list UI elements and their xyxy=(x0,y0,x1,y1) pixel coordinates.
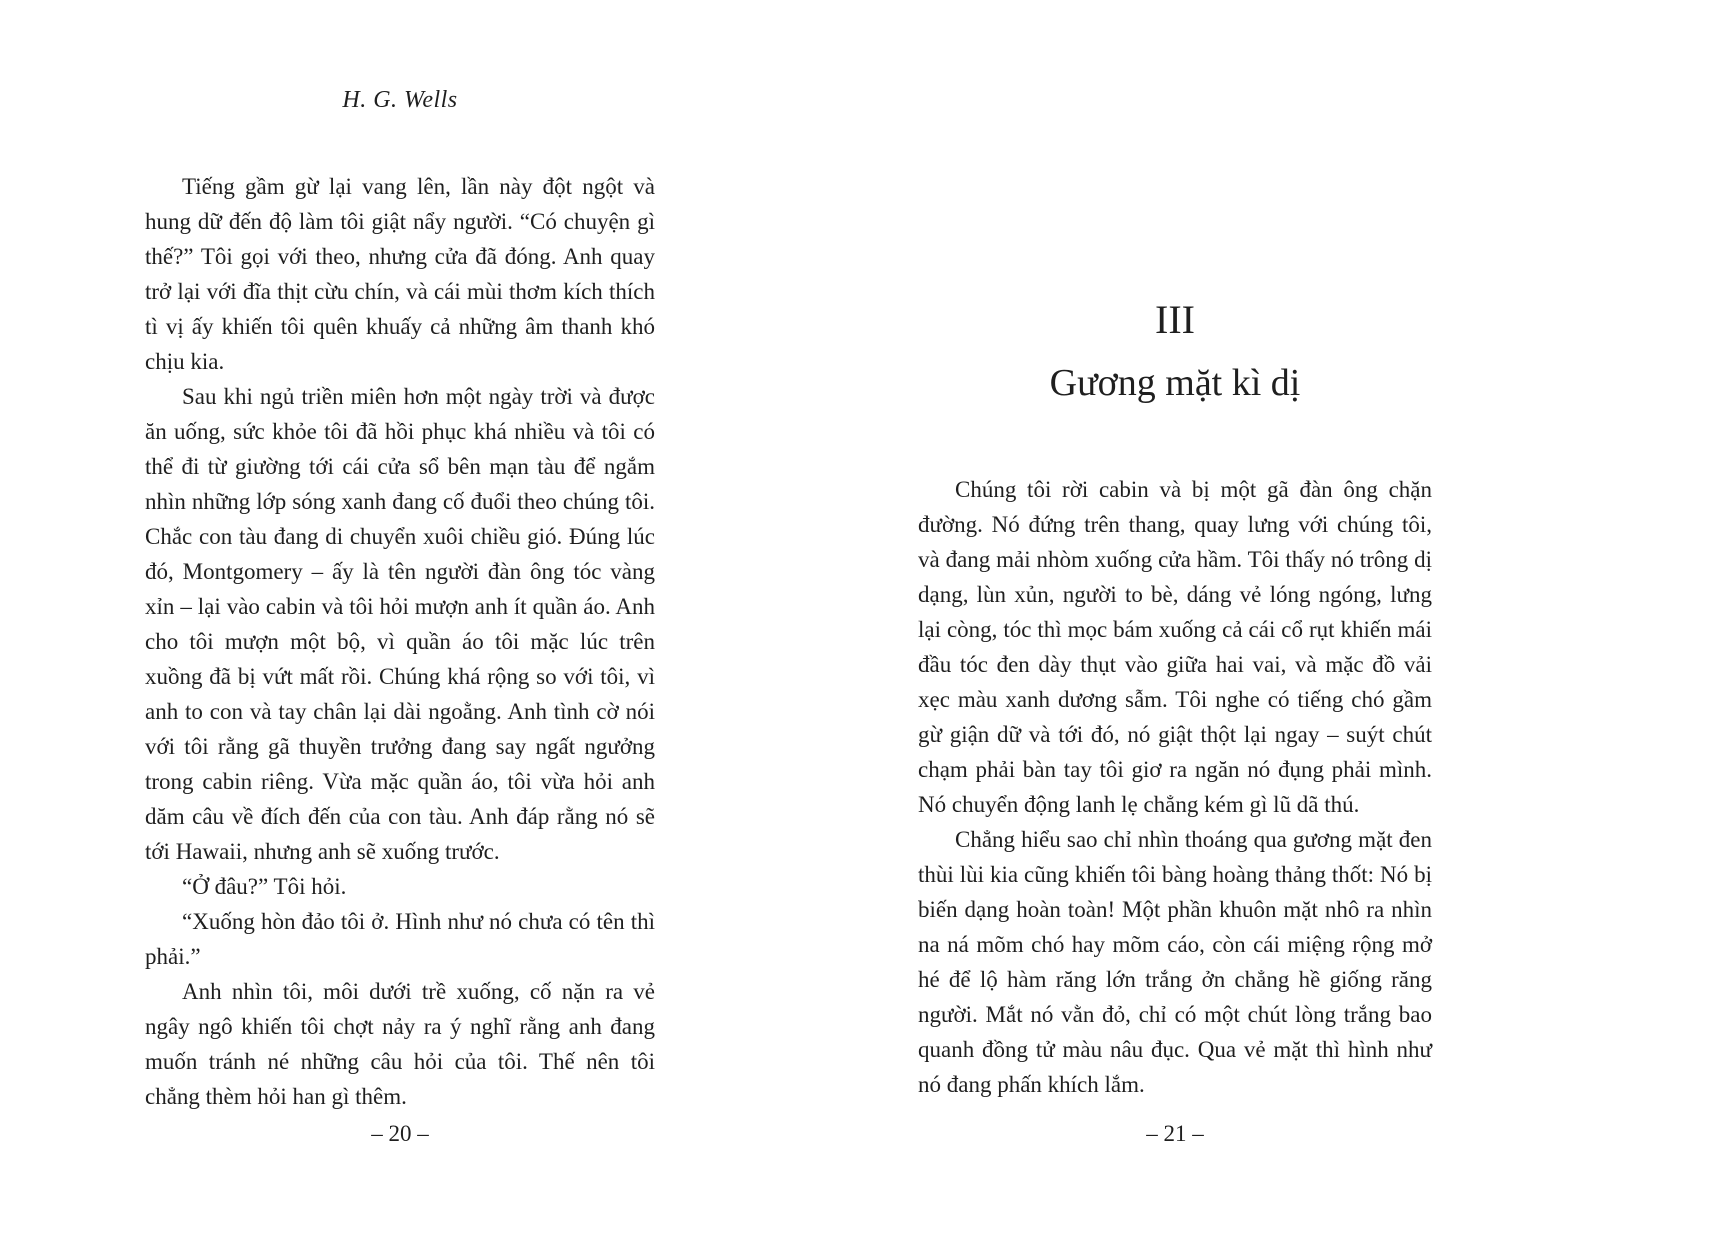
page-right xyxy=(918,0,1432,1234)
chapter-number: III xyxy=(1155,297,1195,342)
page-right-body xyxy=(918,472,1432,1102)
paragraph: Tiếng gầm gừ lại vang lên, lần này đột ngột và hung dữ đến độ làm tôi giật nẩy người. “Có chuyện gì thế?” Tôi gọi với theo, nhưng cửa đã đóng. Anh quay trở lại với đĩa thịt cừu chín, và cái mùi thơm kích thích tì vị ấy khiến tôi quên khuấy cả những âm thanh khó chịu kia. xyxy=(145,174,655,374)
page-left xyxy=(145,0,655,1234)
page-left-body xyxy=(145,169,655,1114)
paragraph: Chẳng hiểu sao chỉ nhìn thoáng qua gương mặt đen thùi lùi kia cũng khiến tôi bàng hoàng thảng thốt: Nó bị biến dạng hoàn toàn! Một phần khuôn mặt nhô ra nhìn na ná mõm chó hay mõm cáo, còn cái miệng rộng mở hé để lộ hàm răng lớn trắng ởn chẳng hề giống răng người. Mắt nó vằn đỏ, chỉ có một chút lòng trắng bao quanh đồng tử màu nâu đục. Qua vẻ mặt thì hình như nó đang phấn khích lắm. xyxy=(918,827,1432,1097)
paragraph: “Ở đâu?” Tôi hỏi. xyxy=(182,874,347,899)
paragraph: “Xuống hòn đảo tôi ở. Hình như nó chưa có tên thì phải.” xyxy=(145,909,655,969)
page-number-left: – 20 – xyxy=(371,1121,429,1146)
chapter-title: Gương mặt kì dị xyxy=(1049,362,1301,404)
running-header: H. G. Wells xyxy=(342,87,458,113)
paragraph: Anh nhìn tôi, môi dưới trề xuống, cố nặn ra vẻ ngây ngô khiến tôi chợt nảy ra ý nghĩ rằng anh đang muốn tránh né những câu hỏi của tôi. Thế nên tôi chẳng thèm hỏi han gì thêm. xyxy=(145,979,655,1109)
paragraph: Sau khi ngủ triền miên hơn một ngày trời và được ăn uống, sức khỏe tôi đã hồi phục khá nhiều và tôi có thể đi từ giường tới cái cửa sổ bên mạn tàu để ngắm nhìn những lớp sóng xanh đang cố đuổi theo chúng tôi. Chắc con tàu đang di chuyển xuôi chiều gió. Đúng lúc đó, Montgomery – ấy là tên người đàn ông tóc vàng xỉn – lại vào cabin và tôi hỏi mượn anh ít quần áo. Anh cho tôi mượn một bộ, vì quần áo tôi mặc lúc trên xuồng đã bị vứt mất rồi. Chúng khá rộng so với tôi, vì anh to con và tay chân lại dài ngoằng. Anh tình cờ nói với tôi rằng gã thuyền trưởng đang say ngất ngưởng trong cabin riêng. Vừa mặc quần áo, tôi vừa hỏi anh dăm câu về đích đến của con tàu. Anh đáp rằng nó sẽ tới Hawaii, nhưng anh sẽ xuống trước. xyxy=(145,384,655,864)
paragraph: Chúng tôi rời cabin và bị một gã đàn ông chặn đường. Nó đứng trên thang, quay lưng với chúng tôi, và đang mải nhòm xuống cửa hầm. Tôi thấy nó trông dị dạng, lùn xủn, người to bè, dáng vẻ lóng ngóng, lưng lại còng, tóc thì mọc bám xuống cả cái cổ rụt khiến mái đầu tóc đen dày thụt vào giữa hai vai, và mặc đồ vải xẹc màu xanh dương sẫm. Tôi nghe có tiếng chó gầm gừ giận dữ và tới đó, nó giật thột lại ngay – suýt chút chạm phải bàn tay tôi giơ ra ngăn nó đụng phải mình. Nó chuyển động lanh lẹ chẳng kém gì lũ dã thú. xyxy=(918,477,1432,817)
page-number-right: – 21 – xyxy=(1146,1121,1204,1146)
